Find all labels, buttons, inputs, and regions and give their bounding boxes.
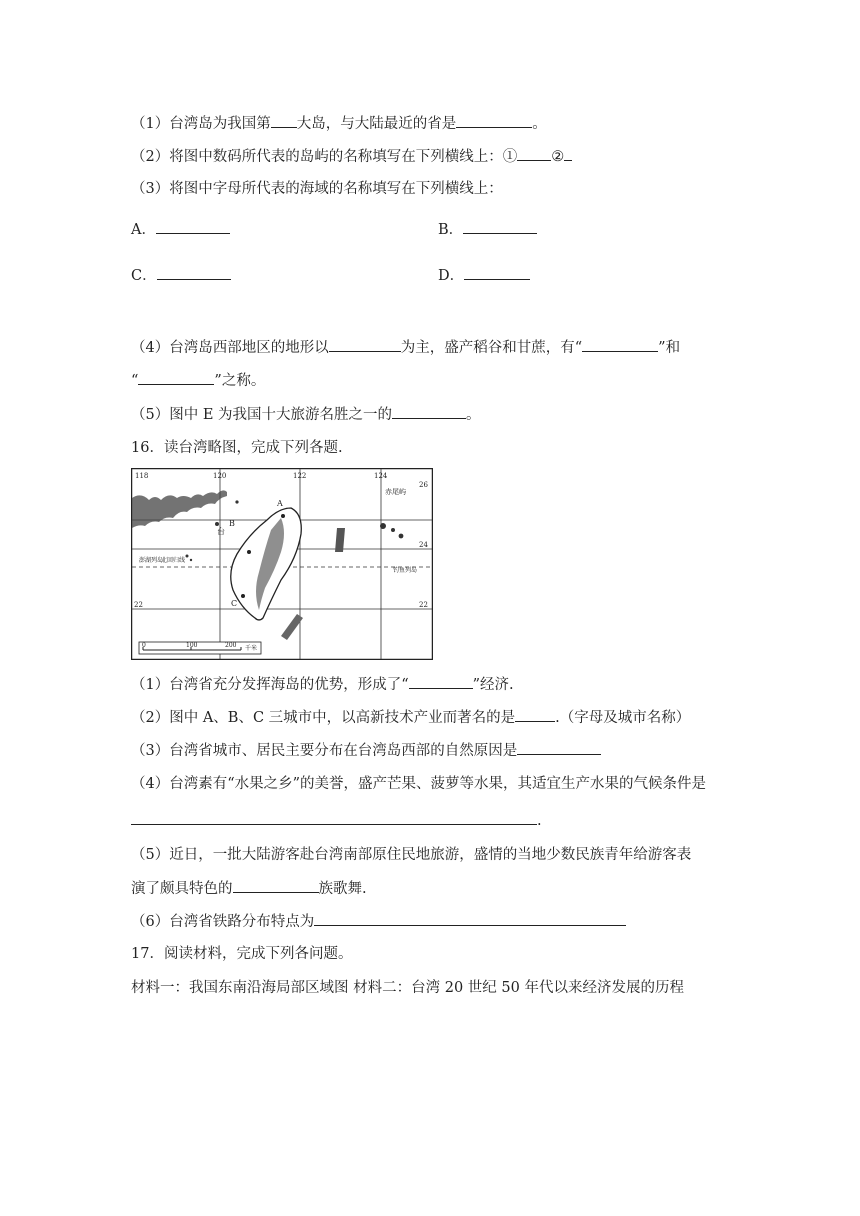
q16-line-5b: 演了颇具特色的 族歌舞. [131,878,367,899]
answer-blank[interactable] [564,146,572,161]
q16-line-2: （2）图中 A、B、C 三城市中，以高新技术产业而著名的是 .（字母及城市名称） [131,707,690,728]
q15-option-c: C． [131,265,231,286]
answer-blank[interactable] [131,810,537,825]
answer-blank[interactable] [271,113,297,128]
svg-text:200: 200 [225,642,237,649]
label-tropic: 北回归线 [161,557,186,564]
q15-option-a: A． [131,219,230,240]
q16-line-3: （3）台湾省城市、居民主要分布在台湾岛西部的自然原因是 [131,740,601,761]
answer-blank[interactable] [329,337,401,352]
chiwei-islands [380,523,386,529]
penghu-islands [186,555,189,558]
answer-blank[interactable] [456,113,532,128]
answer-blank[interactable] [463,219,537,234]
q16-line-5: （5）近日，一批大陆游客赴台湾南部原住民地旅游，盛情的当地少数民族青年给游客表 [131,847,692,863]
lat-label-24: 24 [419,541,428,549]
q16-line-4-answer: . [131,810,542,831]
q15-line-4b: “ ”之称。 [131,370,265,391]
q16-title: 16．读台湾略图，完成下列各题. [131,440,343,456]
answer-blank[interactable] [138,370,214,385]
q16-line-1: （1）台湾省充分发挥海岛的优势，形成了“ ”经济. [131,674,514,695]
label-a: A [277,499,283,508]
answer-blank[interactable] [409,674,473,689]
q15-line-1: （1）台湾岛为我国第 大岛，与大陆最近的省是 。 [131,113,547,134]
city-point [241,594,245,598]
label-diaoyu: 钓鱼列岛 [393,567,418,574]
answer-blank[interactable] [517,740,601,755]
answer-blank[interactable] [157,265,231,280]
answer-blank[interactable] [517,146,551,161]
label-b: B [229,519,235,528]
answer-blank[interactable] [392,404,466,419]
label-tai: 台 [217,527,225,536]
answer-blank[interactable] [314,911,626,926]
q15-line-5: （5）图中 E 为我国十大旅游名胜之一的 。 [131,404,481,425]
answer-blank[interactable] [156,219,230,234]
q15-line-3: （3）将图中字母所代表的海域的名称填写在下列横线上： [131,181,503,197]
city-point [247,550,251,554]
q17-materials: 材料一：我国东南沿海局部区域图 材料二：台湾 20 世纪 50 年代以来经济发展的历程 [131,980,684,996]
svg-text:0: 0 [142,642,146,649]
lat-label-22: 22 [419,601,428,609]
label-chiwei: 赤尾屿 [385,488,406,496]
q17-title: 17．阅读材料，完成下列各问题。 [131,946,353,962]
lat-label-26: 26 [419,481,428,489]
q15-line-4: （4）台湾岛西部地区的地形以 为主，盛产稻谷和甘蔗，有“ ”和 [131,337,680,358]
city-point [281,514,285,518]
label-c: C [231,599,238,608]
taiwan-map [131,468,433,660]
answer-blank[interactable] [233,878,319,893]
q16-line-6: （6）台湾省铁路分布特点为 [131,911,626,932]
lon-label-122: 122 [293,472,307,480]
lon-label-124: 124 [374,472,388,480]
q15-option-d: D． [438,265,530,286]
lat-label-22-left: 22 [134,601,143,609]
q16-line-4: （4）台湾素有“水果之乡”的美誉，盛产芒果、菠萝等水果，其适宜生产水果的气候条件是 [131,776,707,792]
q15-line-2: （2）将图中数码所代表的岛屿的名称填写在下列横线上：① ② [131,146,572,167]
label-penghu: 澎湖列岛 [139,557,164,564]
q15-option-b: B． [438,219,537,240]
answer-blank[interactable] [582,337,658,352]
answer-blank[interactable] [515,707,555,722]
lon-label-118: 118 [135,472,149,480]
svg-text:千米: 千米 [245,645,258,652]
lon-label-120: 120 [213,472,227,480]
answer-blank[interactable] [464,265,530,280]
svg-text:100: 100 [186,642,198,649]
scale-bar [139,642,261,654]
